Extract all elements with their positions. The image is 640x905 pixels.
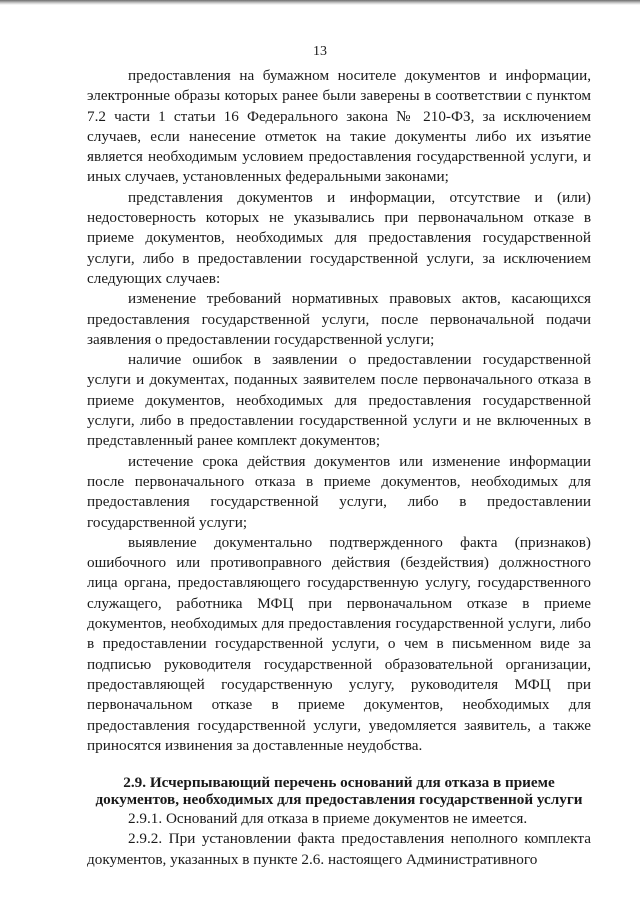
paragraph-continuation: предоставления на бумажном носителе документов и информации, электронные образы которых ранее были заверены в соответствии с пунктом 7.2 части 1 статьи 16 Федерального закона № 210-ФЗ, за исключением случаев, если нанесение отметок на такие документы либо их изъятие является необходимым условием предоставления государственной услуги, и иных случаев, установленных федеральными законами; [87,67,591,186]
paragraph-documents-not-indicated: представления документов и информации, отсутствие и (или) недостоверность которых не указывались при первоначальном отказе в приеме документов, необходимых для предоставления государственной услуги, либо в предоставлении государственной услуги, за исключением следующих случаев: [87,188,591,287]
section-heading-line-2: документов, необходимых для предоставления государственной услуги [95,791,583,809]
paragraph-expiry: истечение срока действия документов или изменение информации после первоначального отказа в приеме документов, необходимых для предоставления государственной услуги, либо в предоставлении государственной услуги; [87,452,591,531]
section-heading-line-1: 2.9. Исчерпывающий перечень оснований для отказа в приеме [123,774,555,792]
paragraph-2-9-2: 2.9.2. При установлении факта предоставления неполного комплекта документов, указанных в пункте 2.6. настоящего Административного [87,830,591,868]
paragraph-erroneous-action: выявление документально подтвержденного факта (признаков) ошибочного или противоправного действия (бездействия) должностного лица органа, предоставляющего государственную услугу, государственного служащего, работника МФЦ при первоначальном отказе в приеме документов, необходимых для предоставления государственной услуги, либо в предоставлении государственной услуги, о чем в письменном виде за подписью руководителя государственной образовательной организации, предоставляющей государственную услугу, руководителя МФЦ при первоначальном отказе в приеме документов, необходимых для предоставления государственной услуги, уведомляется заявитель, а также приносятся извинения за доставленные неудобства. [87,533,591,754]
paragraph-application-errors: наличие ошибок в заявлении о предоставлении государственной услуги и документах, поданных заявителем после первоначального отказа в приеме документов, необходимых для предоставления государственной услуги, либо в предоставлении государственной услуги и не включенных в представленный ранее комплект документов; [87,351,591,450]
paragraph-requirements-change: изменение требований нормативных правовых актов, касающихся предоставления государственной услуги, после первоначальной подачи заявления о предоставлении государственной услуги; [87,290,591,348]
section-heading-2-9 [87,774,591,808]
scan-edge [0,0,640,5]
document-body [87,66,591,870]
page-number: 13 [313,44,327,59]
paragraph-2-9-1: 2.9.1. Оснований для отказа в приеме документов не имеется. [128,810,528,828]
